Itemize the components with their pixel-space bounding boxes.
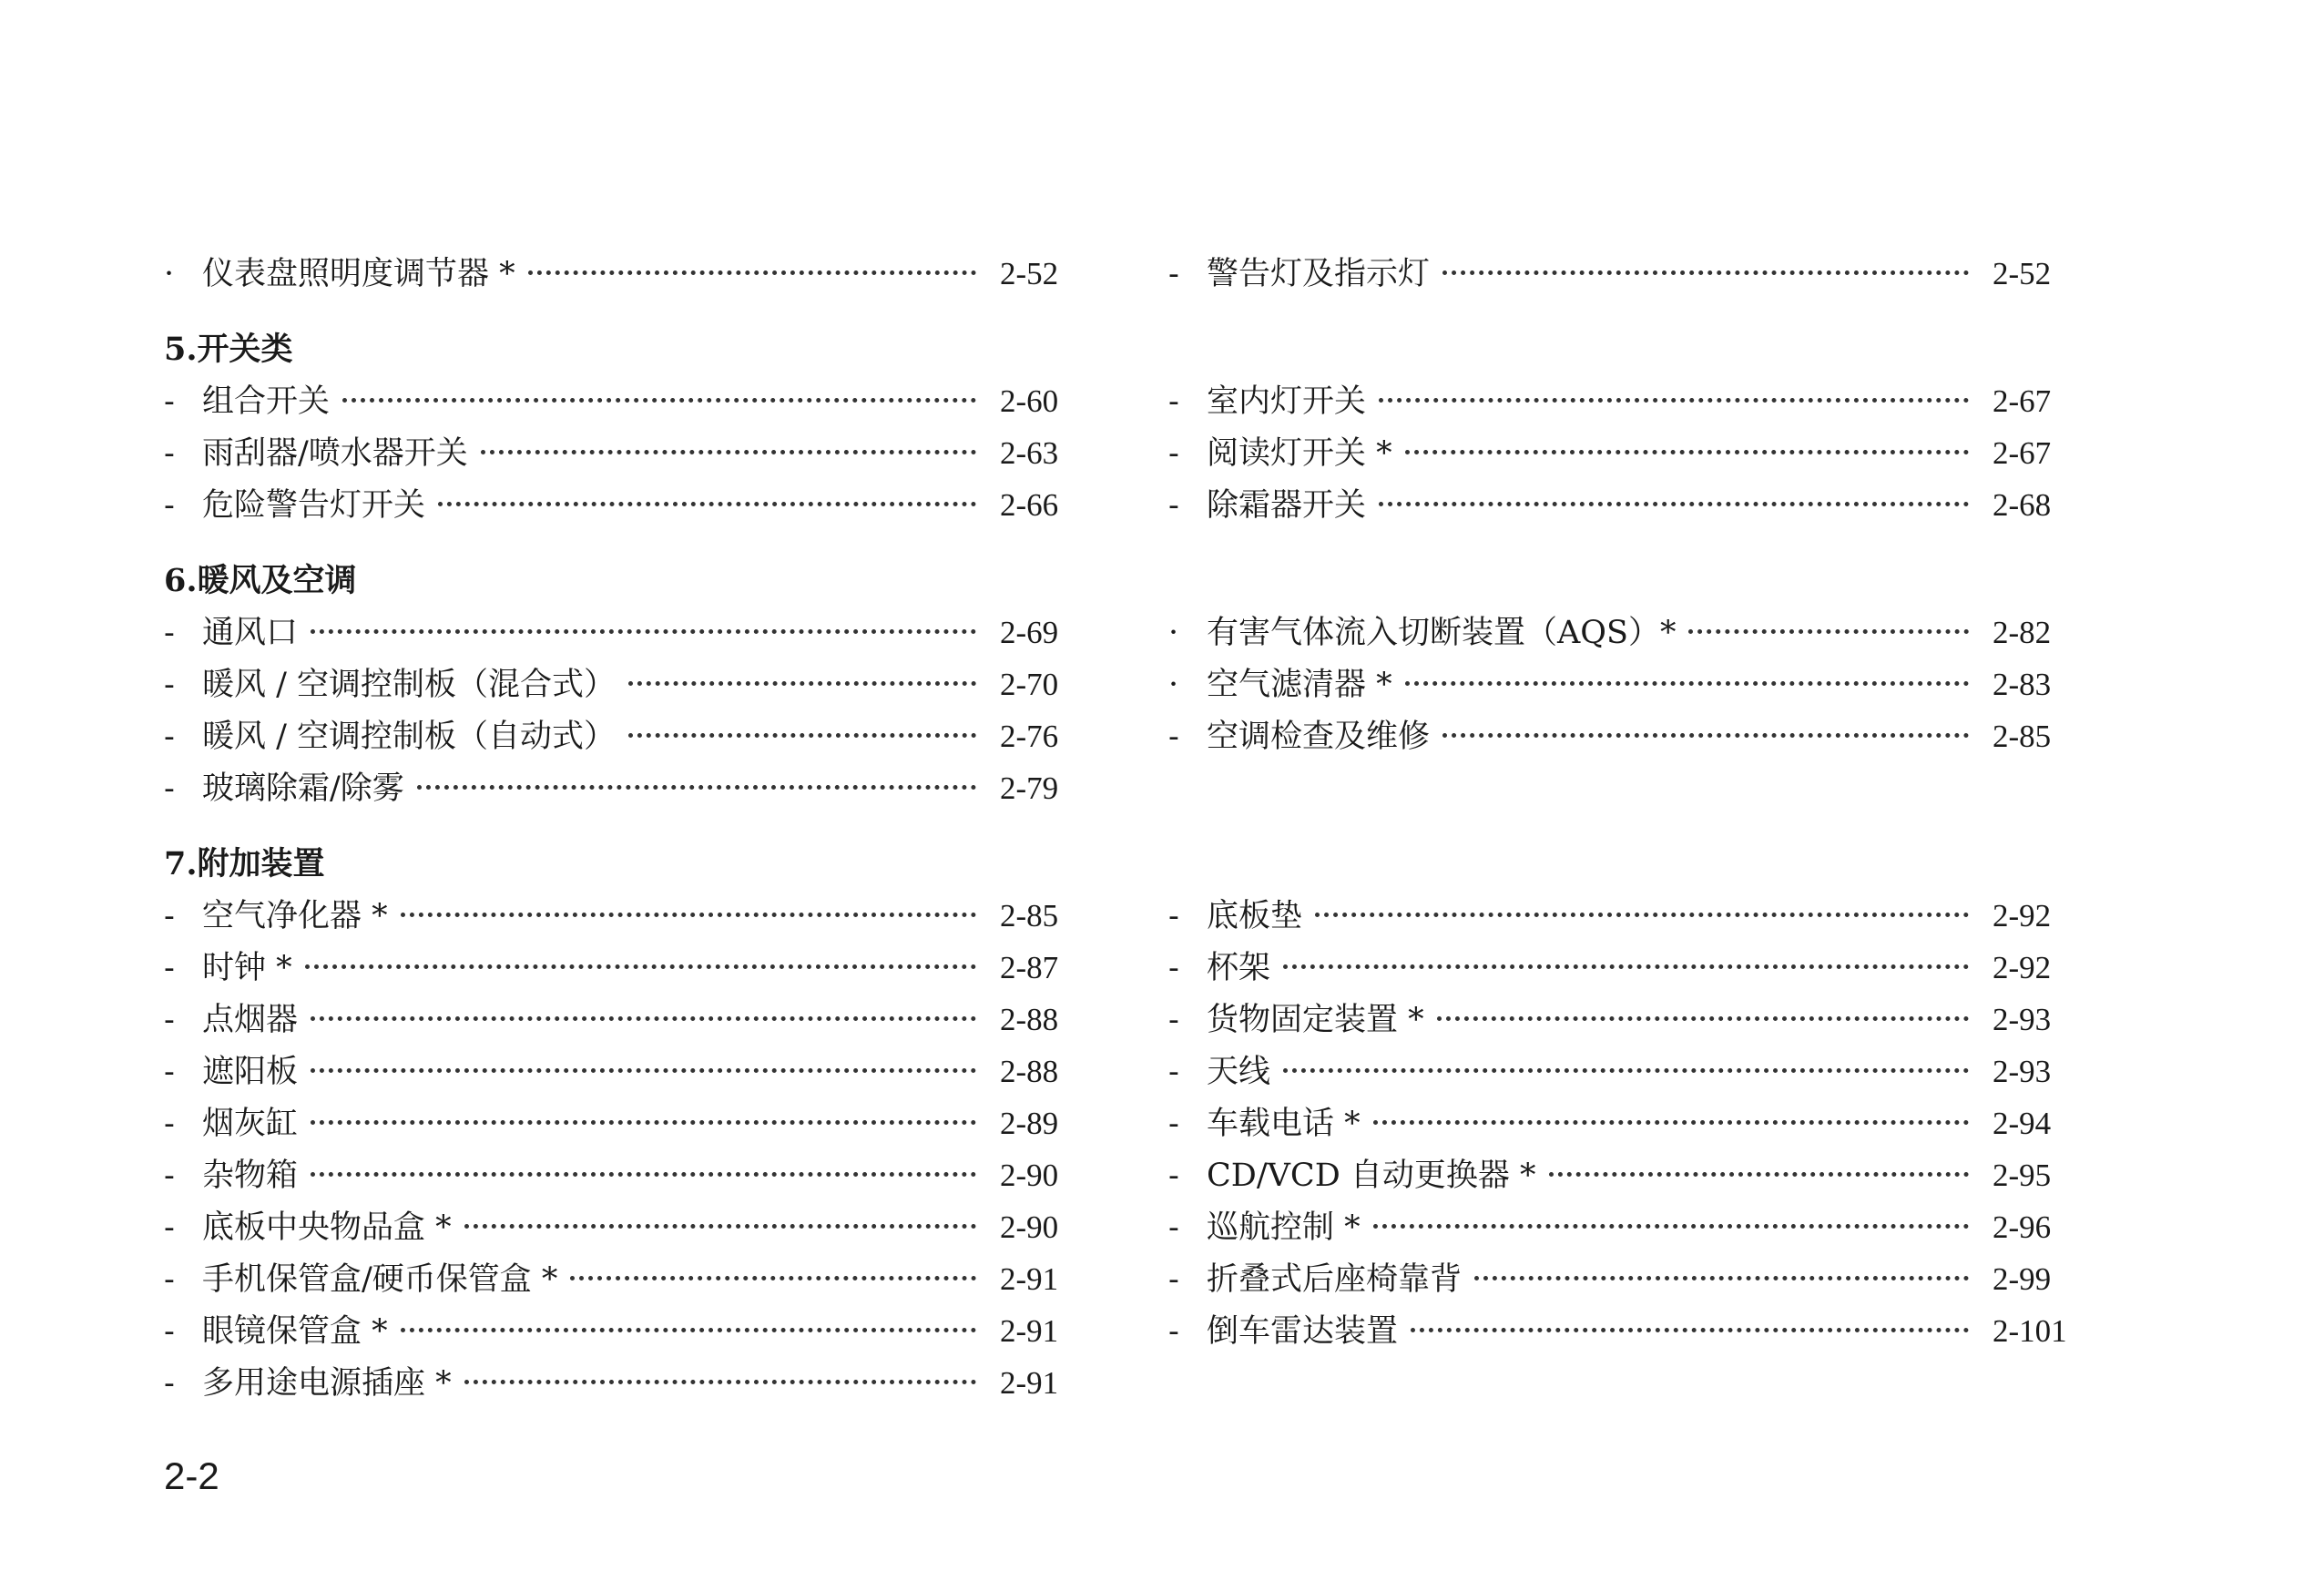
toc-entry[interactable] <box>164 479 1075 531</box>
entry-bullet: - <box>1168 487 1179 524</box>
entry-bullet: - <box>164 1261 175 1298</box>
dot-leader <box>1283 964 1969 969</box>
entry-page-number: 2-85 <box>1000 898 1059 933</box>
toc-entry[interactable] <box>164 607 1075 658</box>
toc-entry[interactable] <box>1168 1201 2079 1253</box>
entry-page-number: 2-69 <box>1000 615 1059 650</box>
entry-title: 多用途电源插座 * <box>202 1365 452 1402</box>
entry-page-number: 2-79 <box>1000 770 1059 806</box>
entry-page-number: 2-101 <box>1993 1313 2067 1349</box>
dot-leader <box>1405 450 1969 454</box>
dot-leader <box>628 733 976 738</box>
toc-entry[interactable] <box>164 1253 1075 1305</box>
dot-leader <box>570 1276 976 1280</box>
toc-entry[interactable] <box>1168 479 2079 531</box>
dot-leader <box>342 398 976 403</box>
entry-page-number: 2-68 <box>1993 487 2052 523</box>
section-gap <box>164 300 1075 323</box>
dot-leader <box>1549 1172 1969 1177</box>
section-heading: 5.开关类 <box>164 331 293 368</box>
entry-title: 除霜器开关 <box>1207 487 1367 524</box>
entry-page-number: 2-91 <box>1000 1261 1059 1297</box>
entry-bullet: - <box>1168 256 1179 292</box>
toc-entry[interactable] <box>164 1046 1075 1097</box>
section-gap <box>1168 531 2079 555</box>
toc-entry[interactable] <box>164 994 1075 1046</box>
entry-page-number: 2-95 <box>1993 1158 2052 1193</box>
entry-bullet: - <box>164 1365 175 1402</box>
entry-title: 底板中央物品盒 * <box>202 1209 452 1246</box>
entry-page-number: 2-93 <box>1993 1002 2052 1037</box>
blank-row <box>1168 838 2079 890</box>
toc-entry[interactable] <box>164 762 1075 814</box>
toc-entry[interactable] <box>164 375 1075 427</box>
dot-leader <box>1373 1120 1969 1125</box>
section-gap <box>1168 300 2079 323</box>
toc-entry[interactable] <box>1168 1046 2079 1097</box>
entry-page-number: 2-83 <box>1993 667 2052 702</box>
entry-page-number: 2-90 <box>1000 1209 1059 1245</box>
entry-page-number: 2-93 <box>1993 1054 2052 1089</box>
entry-title: 室内灯开关 <box>1207 383 1367 420</box>
entry-title: 底板垫 <box>1207 898 1303 934</box>
toc-entry[interactable] <box>1168 710 2079 762</box>
dot-leader <box>1315 913 1969 917</box>
entry-bullet: - <box>1168 950 1179 986</box>
entry-page-number: 2-92 <box>1993 950 2052 985</box>
entry-page-number: 2-99 <box>1993 1261 2052 1297</box>
entry-page-number: 2-91 <box>1000 1313 1059 1349</box>
entry-title: 空气滤清器 * <box>1207 667 1392 703</box>
toc-entry[interactable] <box>164 942 1075 994</box>
toc-entry[interactable] <box>164 427 1075 479</box>
toc-entry[interactable] <box>1168 607 2079 658</box>
dot-leader <box>305 964 976 969</box>
dot-leader <box>1411 1328 1969 1332</box>
toc-entry[interactable] <box>1168 1305 2079 1357</box>
entry-title: 遮阳板 <box>202 1054 299 1090</box>
entry-bullet: - <box>1168 1054 1179 1090</box>
entry-bullet: - <box>164 719 175 755</box>
dot-leader <box>1379 398 1969 403</box>
dot-leader <box>628 681 976 686</box>
dot-leader <box>311 1172 976 1177</box>
entry-page-number: 2-76 <box>1000 719 1059 754</box>
entry-bullet: - <box>1168 1261 1179 1298</box>
entry-bullet: - <box>164 1158 175 1194</box>
entry-page-number: 2-52 <box>1993 256 2052 291</box>
toc-right-column <box>1168 248 2079 1357</box>
entry-title: 组合开关 <box>202 383 331 420</box>
entry-bullet: - <box>164 487 175 524</box>
entry-page-number: 2-89 <box>1000 1106 1059 1141</box>
section-gap <box>164 814 1075 838</box>
entry-bullet: · <box>164 256 175 292</box>
toc-left-column <box>164 248 1075 1409</box>
section-heading: 7.附加装置 <box>164 845 325 882</box>
dot-leader <box>1373 1224 1969 1229</box>
entry-bullet: · <box>1168 615 1179 651</box>
entry-bullet: - <box>164 615 175 651</box>
dot-leader <box>1442 270 1969 275</box>
entry-bullet: - <box>1168 1313 1179 1350</box>
toc-entry[interactable] <box>164 248 1075 300</box>
dot-leader <box>417 785 976 790</box>
entry-title: CD/VCD 自动更换器 * <box>1207 1158 1536 1194</box>
toc-entry[interactable] <box>164 1201 1075 1253</box>
entry-bullet: - <box>164 770 175 807</box>
entry-bullet: - <box>164 435 175 472</box>
entry-page-number: 2-60 <box>1000 383 1059 419</box>
dot-leader <box>1405 681 1969 686</box>
entry-title: 杂物箱 <box>202 1158 299 1194</box>
toc-entry[interactable] <box>164 1149 1075 1201</box>
dot-leader <box>1437 1016 1969 1021</box>
entry-bullet: - <box>164 667 175 703</box>
entry-bullet: · <box>1168 667 1179 703</box>
blank-row <box>1168 555 2079 607</box>
entry-bullet: - <box>164 1106 175 1142</box>
entry-title: 危险警告灯开关 <box>202 487 426 524</box>
entry-title: 倒车雷达装置 <box>1207 1313 1399 1350</box>
toc-entry[interactable] <box>164 890 1075 942</box>
dot-leader <box>401 913 976 917</box>
toc-entry[interactable] <box>1168 1097 2079 1149</box>
blank-row <box>1168 762 2079 814</box>
entry-bullet: - <box>1168 719 1179 755</box>
toc-entry[interactable] <box>1168 658 2079 710</box>
entry-title: 有害气体流入切断装置（AQS）* <box>1207 615 1677 651</box>
toc-entry[interactable] <box>1168 248 2079 300</box>
section-gap <box>1168 814 2079 838</box>
entry-title: 时钟 * <box>202 950 292 986</box>
entry-bullet: - <box>164 383 175 420</box>
entry-title: 玻璃除霜/除雾 <box>202 770 404 807</box>
entry-title: 眼镜保管盒 * <box>202 1313 388 1350</box>
entry-bullet: - <box>1168 1002 1179 1038</box>
dot-leader <box>311 1120 976 1125</box>
entry-bullet: - <box>1168 435 1179 472</box>
entry-page-number: 2-67 <box>1993 435 2052 471</box>
section-heading: 6.暖风及空调 <box>164 562 357 599</box>
dot-leader <box>464 1380 976 1384</box>
toc-entry[interactable] <box>1168 427 2079 479</box>
entry-bullet: - <box>1168 1209 1179 1246</box>
entry-title: 点烟器 <box>202 1002 299 1038</box>
toc-entry[interactable] <box>1168 375 2079 427</box>
entry-title: 空气净化器 * <box>202 898 388 934</box>
dot-leader <box>311 1016 976 1021</box>
entry-page-number: 2-88 <box>1000 1002 1059 1037</box>
dot-leader <box>401 1328 976 1332</box>
entry-page-number: 2-90 <box>1000 1158 1059 1193</box>
entry-bullet: - <box>1168 383 1179 420</box>
entry-page-number: 2-94 <box>1993 1106 2052 1141</box>
entry-title: 通风口 <box>202 615 299 651</box>
entry-title: 巡航控制 * <box>1207 1209 1361 1246</box>
entry-title: 暖风 / 空调控制板（混合式） <box>202 667 617 703</box>
entry-page-number: 2-91 <box>1000 1365 1059 1401</box>
entry-page-number: 2-82 <box>1993 615 2052 650</box>
entry-page-number: 2-85 <box>1993 719 2052 754</box>
entry-title: 阅读灯开关 * <box>1207 435 1392 472</box>
entry-title: 手机保管盒/硬币保管盒 * <box>202 1261 558 1298</box>
toc-entry[interactable] <box>1168 994 2079 1046</box>
dot-leader <box>1688 629 1969 634</box>
entry-title: 货物固定装置 * <box>1207 1002 1424 1038</box>
entry-page-number: 2-96 <box>1993 1209 2052 1245</box>
entry-page-number: 2-92 <box>1993 898 2052 933</box>
dot-leader <box>1474 1276 1969 1280</box>
toc-entry[interactable] <box>1168 1149 2079 1201</box>
entry-bullet: - <box>1168 1158 1179 1194</box>
dot-leader <box>528 270 976 275</box>
toc-entry[interactable] <box>1168 890 2079 942</box>
entry-bullet: - <box>1168 1106 1179 1142</box>
entry-bullet: - <box>164 950 175 986</box>
toc-entry[interactable] <box>164 658 1075 710</box>
entry-title: 仪表盘照明度调节器 * <box>202 256 515 292</box>
entry-page-number: 2-87 <box>1000 950 1059 985</box>
entry-page-number: 2-70 <box>1000 667 1059 702</box>
dot-leader <box>464 1224 976 1229</box>
dot-leader <box>311 629 976 634</box>
entry-bullet: - <box>164 898 175 934</box>
dot-leader <box>481 450 976 454</box>
toc-entry[interactable] <box>1168 1253 2079 1305</box>
toc-entry[interactable] <box>164 1305 1075 1357</box>
entry-page-number: 2-66 <box>1000 487 1059 523</box>
section-gap <box>164 531 1075 555</box>
entry-page-number: 2-88 <box>1000 1054 1059 1089</box>
entry-title: 杯架 <box>1207 950 1271 986</box>
dot-leader <box>1442 733 1969 738</box>
entry-bullet: - <box>164 1209 175 1246</box>
toc-entry[interactable] <box>164 1357 1075 1409</box>
entry-title: 雨刮器/喷水器开关 <box>202 435 468 472</box>
entry-title: 折叠式后座椅靠背 <box>1207 1261 1463 1298</box>
entry-title: 天线 <box>1207 1054 1271 1090</box>
entry-bullet: - <box>1168 898 1179 934</box>
toc-entry[interactable] <box>164 710 1075 762</box>
entry-bullet: - <box>164 1054 175 1090</box>
entry-title: 警告灯及指示灯 <box>1207 256 1431 292</box>
entry-title: 空调检查及维修 <box>1207 719 1431 755</box>
dot-leader <box>438 502 976 506</box>
entry-title: 烟灰缸 <box>202 1106 299 1142</box>
entry-page-number: 2-52 <box>1000 256 1059 291</box>
blank-row <box>1168 323 2079 375</box>
entry-page-number: 2-67 <box>1993 383 2052 419</box>
toc-entry[interactable] <box>1168 942 2079 994</box>
entry-page-number: 2-63 <box>1000 435 1059 471</box>
page-folio: 2-2 <box>164 1454 219 1497</box>
dot-leader <box>1283 1068 1969 1073</box>
entry-bullet: - <box>164 1313 175 1350</box>
toc-entry[interactable] <box>164 1097 1075 1149</box>
entry-title: 车载电话 * <box>1207 1106 1361 1142</box>
entry-title: 暖风 / 空调控制板（自动式） <box>202 719 617 755</box>
dot-leader <box>311 1068 976 1073</box>
dot-leader <box>1379 502 1969 506</box>
entry-bullet: - <box>164 1002 175 1038</box>
